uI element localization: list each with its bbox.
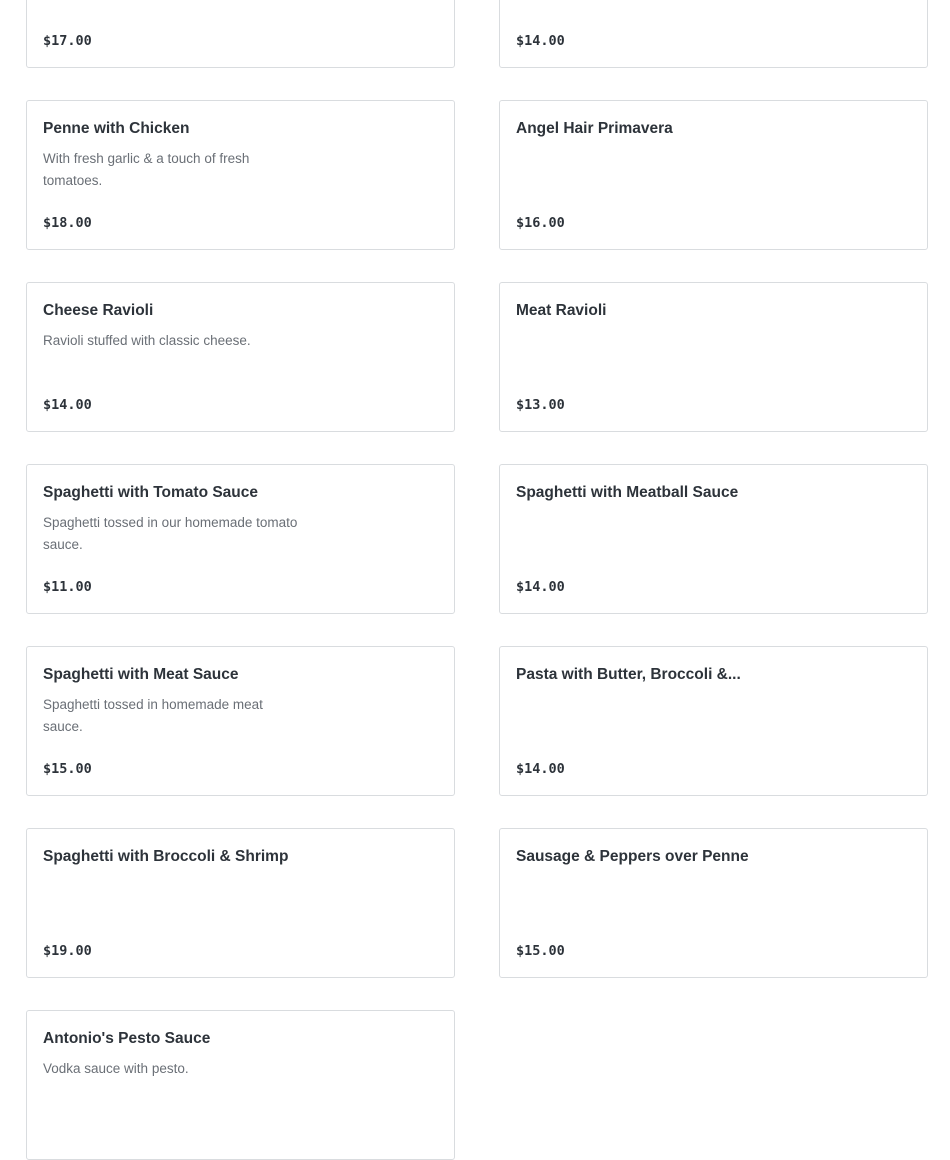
menu-item-price: $15.00 <box>43 761 92 777</box>
menu-item-price: $16.00 <box>516 215 565 231</box>
menu-item-card[interactable] <box>499 464 928 614</box>
menu-item-card[interactable] <box>499 100 928 250</box>
menu-item-description: Vodka sauce with pesto. <box>43 1061 189 1076</box>
menu-item-card[interactable] <box>26 828 455 978</box>
menu-item-name: Spaghetti with Broccoli & Shrimp <box>43 848 289 865</box>
menu-item-price: $13.00 <box>516 397 565 413</box>
menu-item-name: Sausage & Peppers over Penne <box>516 848 749 865</box>
menu-item-name: Meat Ravioli <box>516 302 607 319</box>
menu-item-card[interactable] <box>499 0 928 68</box>
menu-item-description: Spaghetti tossed in our homemade tomato sauce. <box>43 515 298 552</box>
menu-item-price: $19.00 <box>43 943 92 959</box>
menu-item-name: Cheese Ravioli <box>43 302 154 319</box>
menu-item-price: $14.00 <box>43 397 92 413</box>
menu-item-card[interactable] <box>499 646 928 796</box>
menu-item-price: $14.00 <box>516 33 565 49</box>
menu-item-grid <box>26 0 928 1160</box>
menu-item-card[interactable] <box>499 828 928 978</box>
menu-item-name: Spaghetti with Meatball Sauce <box>516 484 739 501</box>
menu-item-name: Spaghetti with Tomato Sauce <box>43 484 259 501</box>
menu-item-card[interactable] <box>26 100 455 250</box>
menu-item-name: Antonio's Pesto Sauce <box>43 1030 211 1047</box>
menu-item-name: Angel Hair Primavera <box>516 120 673 137</box>
menu-item-name: Pasta with Butter, Broccoli &... <box>516 666 741 683</box>
menu-item-price: $14.00 <box>516 579 565 595</box>
menu-item-price: $14.00 <box>516 761 565 777</box>
menu-item-card[interactable] <box>26 282 455 432</box>
menu-item-card[interactable] <box>26 646 455 796</box>
menu-item-description: With fresh garlic & a touch of fresh tomatoes. <box>43 151 250 188</box>
menu-item-card[interactable] <box>26 0 455 68</box>
menu-item-price: $15.00 <box>516 943 565 959</box>
menu-item-card[interactable] <box>499 282 928 432</box>
menu-item-description: Ravioli stuffed with classic cheese. <box>43 333 251 348</box>
menu-item-card[interactable] <box>26 464 455 614</box>
menu-item-name: Penne with Chicken <box>43 120 190 137</box>
menu-item-description: Spaghetti tossed in homemade meat sauce. <box>43 697 263 734</box>
menu-item-card[interactable] <box>26 1010 455 1160</box>
menu-item-price: $18.00 <box>43 215 92 231</box>
menu-item-name: Spaghetti with Meat Sauce <box>43 666 239 683</box>
menu-item-price: $11.00 <box>43 579 92 595</box>
menu-item-price: $17.00 <box>43 33 92 49</box>
